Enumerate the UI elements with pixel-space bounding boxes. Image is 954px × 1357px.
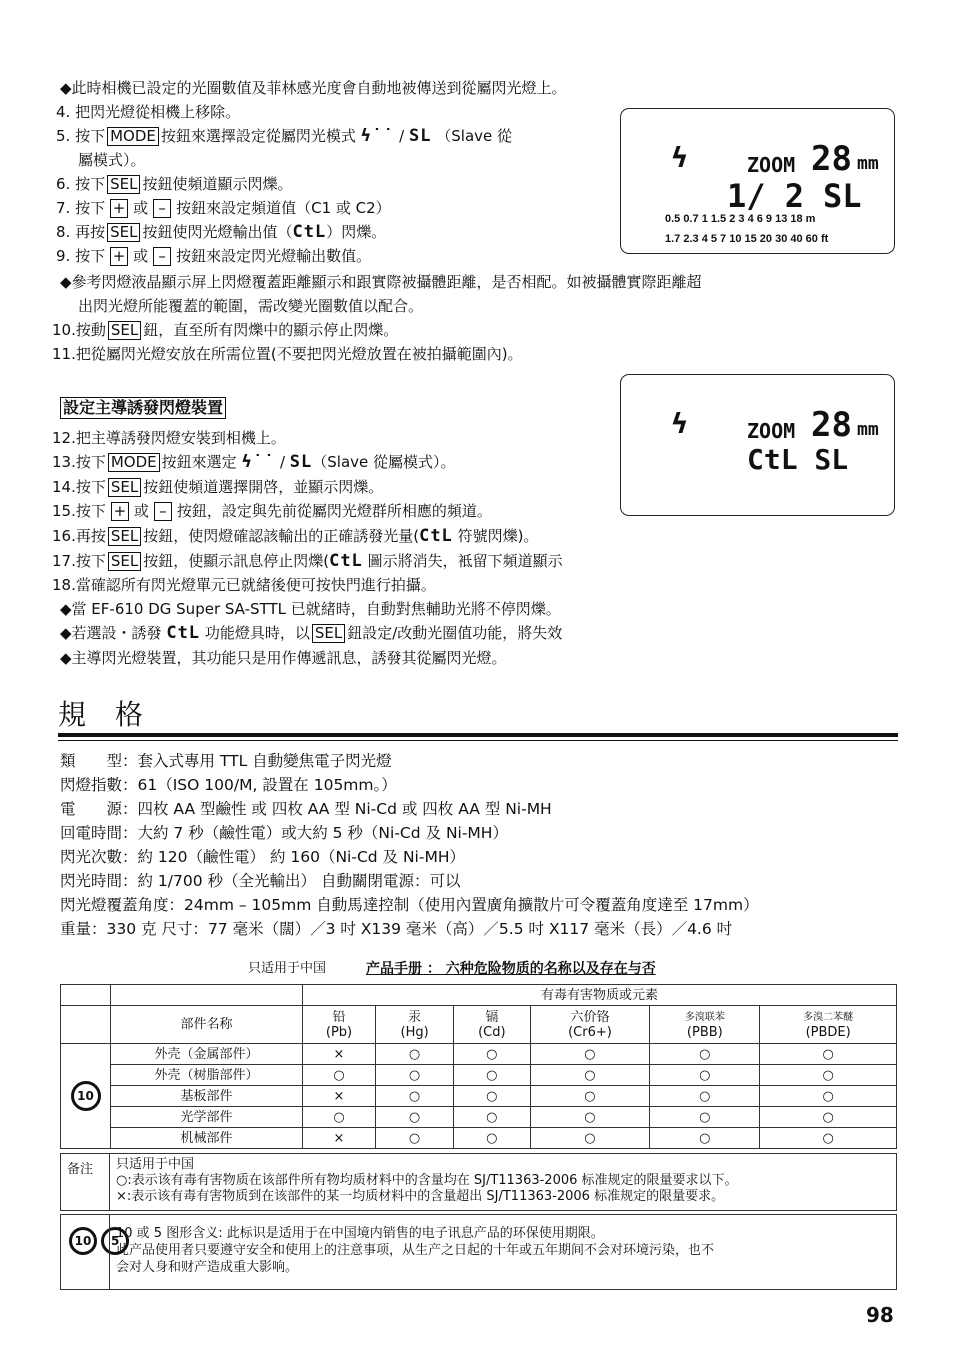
step-14: 14.按下 SEL 按鈕使頻道選擇開啓，並顯示閃爍。 [52, 478, 384, 496]
lcd-display-slave [620, 108, 895, 254]
part-name: 机械部件 [111, 1128, 303, 1149]
lcd-display-master [620, 374, 895, 516]
remarks-box [60, 1153, 897, 1211]
table-cell: × [303, 1086, 376, 1107]
flash-icon: ϟ [671, 407, 688, 440]
table-cell: ○ [376, 1086, 454, 1107]
specs-heading: 規 格 [58, 698, 153, 731]
note-coverage-2: 出閃光燈所能覆蓋的範圍，需改變光圈數值以配合。 [78, 297, 424, 315]
step-18: 18.當確認所有閃光燈單元已就緒後便可按快門進行拍攝。 [52, 576, 436, 594]
table-caption: 产品手册 ： 六种危险物质的名称以及存在与否 [366, 961, 656, 977]
table-cell: ○ [760, 1044, 897, 1065]
env-line: 会对人身和财产造成重大影响。 [116, 1260, 299, 1275]
minus-key: – [153, 199, 171, 218]
heading-rule-thin [58, 740, 898, 741]
mode-key: MODE [108, 453, 160, 472]
col-name: 六价铬 [570, 1009, 610, 1025]
spec-coverage: 閃光燈覆蓋角度：24mm – 105mm 自動馬達控制（使用內置廣角擴散片可令覆蓋角度達至 17mm） [60, 896, 759, 914]
power-ratio: 1/ 2 [727, 177, 805, 215]
step-13: 13.按下 MODE 按鈕來選定 ϟ˙˙ / SL（Slave 從屬模式）。 [52, 452, 456, 472]
step-6: 6. 按下 SEL 按鈕使頻道顯示閃爍。 [56, 175, 293, 193]
env-box [60, 1214, 897, 1290]
sel-key: SEL [107, 175, 140, 194]
ctl-symbol: CtL [329, 551, 363, 571]
step-17: 17.按下 SEL 按鈕，使顯示訊息停止閃爍(CtL 圖示將消失，袛留下頻道顯示 [52, 551, 563, 571]
plus-key: + [110, 199, 128, 218]
sel-key: SEL [108, 527, 141, 546]
group-header: 有毒有害物质或元素 [303, 985, 897, 1006]
table-cell: ○ [454, 1065, 530, 1086]
table-cell: ○ [530, 1086, 650, 1107]
part-name: 光学部件 [111, 1107, 303, 1128]
flash-icon: ϟ [671, 141, 688, 174]
distance-scale-ft: 1.7 2.3 4 5 7 10 15 20 30 40 60 ft [665, 233, 829, 245]
table-cell: ○ [530, 1044, 650, 1065]
sel-key: SEL [108, 552, 141, 571]
col-symbol: (Pb) [325, 1024, 353, 1040]
ctl-symbol: CtL [292, 222, 327, 242]
ctl-symbol: CtL [166, 623, 201, 643]
step-5: 5. 按下 MODE 按鈕來選擇設定從屬閃光模式 ϟ˙˙ / SL （Slave 從 [56, 126, 513, 146]
step-4: 4. 把閃光燈從相機上移除。 [56, 103, 241, 121]
col-symbol: (Cr6+) [568, 1024, 612, 1040]
note-aperture-transfer: ◆此時相機已設定的光圈數值及菲林感光度會自動地被傳送到從屬閃光燈上。 [60, 79, 567, 97]
col-symbol: (PBDE) [805, 1024, 851, 1040]
table-cell: × [303, 1044, 376, 1065]
zoom-unit: mm [857, 419, 879, 440]
slave-flash-icon: ϟ˙˙ [360, 126, 395, 146]
col-name: 多溴联苯 [684, 1011, 725, 1023]
table-cell: ○ [454, 1086, 530, 1107]
sl-symbol: SL [289, 452, 313, 472]
table-cell: ○ [650, 1044, 760, 1065]
sl-symbol: SL [409, 126, 432, 146]
col-pbde [760, 1006, 897, 1044]
zoom-value: 28 [811, 405, 852, 445]
table-cell: ○ [650, 1065, 760, 1086]
epup-5-icon: 5 [101, 1227, 129, 1255]
table-cell: ○ [454, 1044, 530, 1065]
part-name: 外壳（金属部件） [111, 1044, 303, 1065]
spec-flashes: 閃光次數：約 120（鹼性電） 約 160（Ni-Cd 及 Ni-MH） [60, 848, 465, 866]
col-symbol: (Hg) [400, 1024, 429, 1040]
remarks-line: ×:表示该有毒有害物质到在该部件的某一均质材料中的含量超出 SJ/T11363-2006 标准规定的限量要求。 [116, 1189, 725, 1204]
table-note: 只适用于中国 [248, 961, 327, 976]
sel-key: SEL [312, 624, 345, 643]
table-cell: ○ [650, 1107, 760, 1128]
table-cell: ○ [454, 1107, 530, 1128]
remarks-text [116, 1157, 738, 1205]
spec-weight-size: 重量：330 克 尺寸：77 毫米（闊）／3 吋 X139 毫米（高）／5.5 吋 X117 毫米（長）／4.6 吋 [60, 920, 733, 938]
sel-key: SEL [107, 223, 140, 242]
table-cell: ○ [303, 1065, 376, 1086]
part-name: 外壳（树脂部件） [111, 1065, 303, 1086]
master-mode: CtL SL [747, 443, 849, 476]
zoom-value: 28 [811, 139, 852, 179]
table-cell: ○ [454, 1128, 530, 1149]
ctl-symbol: CtL [419, 526, 453, 546]
note-coverage-1: ◆參考閃燈液晶顯示屏上閃燈覆蓋距離顯示和跟實際被攝體距離，是否相配。如被攝體實際距離超 [60, 273, 702, 291]
table-corner [61, 985, 111, 1006]
table-cell: ○ [760, 1107, 897, 1128]
table-cell: ○ [650, 1086, 760, 1107]
mode-key: MODE [107, 127, 159, 146]
col-symbol: (PBB) [686, 1024, 723, 1040]
step-8: 8. 再按 SEL 按鈕使閃光燈輸出值（CtL）閃爍。 [56, 222, 387, 242]
env-divider [109, 1215, 110, 1289]
note-af-assist: ◆當 EF-610 DG Super SA-STTL 已就緒時，自動對焦輔助光將不停閃爍。 [60, 600, 561, 618]
spec-recycle: 回電時間：大約 7 秒（鹼性電）或大約 5 秒（Ni-Cd 及 Ni-MH） [60, 824, 508, 842]
step-9: 9. 按下 + 或 – 按鈕來設定閃光燈輸出數值。 [56, 247, 372, 265]
table-cell: ○ [303, 1107, 376, 1128]
part-header: 部件名称 [111, 1006, 303, 1044]
table-cell: ○ [376, 1128, 454, 1149]
step-10: 10.按動 SEL 鈕，直至所有閃爍中的顯示停止閃爍。 [52, 321, 399, 339]
table-cell: ○ [530, 1128, 650, 1149]
heading-rule-thick [58, 733, 898, 737]
col-name: 镉 [485, 1009, 499, 1025]
hazard-table [60, 984, 897, 1149]
table-cell: ○ [760, 1086, 897, 1107]
col-cr6 [530, 1006, 650, 1044]
step-11: 11.把從屬閃光燈安放在所需位置(不要把閃光燈放置在被拍攝範圍內)。 [52, 345, 523, 363]
table-cell: ○ [376, 1044, 454, 1065]
table-cell: ○ [530, 1107, 650, 1128]
section-title-master: 設定主導誘發閃燈裝置 [60, 397, 226, 419]
table-cell: ○ [376, 1107, 454, 1128]
col-pbb [650, 1006, 760, 1044]
env-line: 此产品使用者只要遵守安全和使用上的注意事项，从生产之日起的十年或五年期间不会对环境污染，也不 [116, 1243, 715, 1258]
zoom-label: ZOOM [747, 153, 796, 177]
remarks-divider [109, 1154, 110, 1210]
env-line: 10 或 5 图形含义: 此标识是适用于在中国境内销售的电子讯息产品的环保使用期限。 [116, 1226, 604, 1241]
epup-10-icon: 10 [71, 1081, 101, 1111]
sel-key: SEL [108, 478, 141, 497]
table-cell: ○ [650, 1128, 760, 1149]
spec-type: 類 型：套入式專用 TTL 自動變焦電子閃光燈 [60, 752, 392, 770]
table-cell: ○ [530, 1065, 650, 1086]
spec-duration: 閃光時間：約 1/700 秒（全光輸出） 自動關閉電源：可以 [60, 872, 461, 890]
step-15: 15.按下 + 或 – 按鈕，設定與先前從屬閃光燈群所相應的頻道。 [52, 502, 492, 520]
note-master-role: ◆主導閃光燈裝置，其功能只是用作傳遞訊息，誘發其從屬閃光燈。 [60, 649, 507, 667]
spec-power: 電 源：四枚 AA 型鹼性 或 四枚 AA 型 Ni-Cd 或 四枚 AA 型 Ni-MH [60, 800, 552, 818]
plus-key: + [110, 247, 128, 266]
minus-key: – [153, 247, 171, 266]
env-text [116, 1225, 714, 1276]
distance-scale-m: 0.5 0.7 1 1.5 2 3 4 6 9 13 18 m [665, 213, 816, 225]
note-ctl-function: ◆若選設・誘發 CtL 功能燈具時，以 SEL 鈕設定/改動光圈值功能，將失效 [60, 623, 563, 643]
zoom-label: ZOOM [747, 419, 796, 443]
remarks-label: 备注 [67, 1162, 94, 1177]
zoom-unit: mm [857, 153, 879, 174]
table-cell: × [303, 1128, 376, 1149]
table-cell: ○ [760, 1065, 897, 1086]
epup-badge-cell [61, 1044, 111, 1149]
plus-key: + [111, 502, 129, 521]
remarks-line: 只适用于中国 [116, 1157, 195, 1172]
spec-guide-number: 閃燈指數：61（ISO 100/M, 設置在 105mm。） [60, 776, 397, 794]
sel-key: SEL [108, 321, 141, 340]
col-name: 汞 [408, 1009, 422, 1025]
col-hg [376, 1006, 454, 1044]
table-blank [111, 985, 303, 1006]
col-name: 多溴二苯醚 [803, 1011, 854, 1023]
epup-10-icon: 10 [69, 1227, 97, 1255]
slave-flash-icon: ϟ˙˙ [241, 452, 276, 472]
page-number: 98 [866, 1303, 894, 1327]
col-symbol: (Cd) [478, 1024, 506, 1040]
col-cd [454, 1006, 530, 1044]
remarks-line: ○:表示该有毒有害物质在该部件所有物均质材料中的含量均在 SJ/T11363-2006 标准规定的限量要求以下。 [116, 1173, 738, 1188]
part-name: 基板部件 [111, 1086, 303, 1107]
step-12: 12.把主導誘發閃燈安裝到相機上。 [52, 429, 286, 447]
step-16: 16.再按 SEL 按鈕，使閃燈確認該輸出的正確誘發光量(CtL 符號閃爍)。 [52, 526, 539, 546]
step-5-cont: 屬模式）。 [78, 151, 146, 169]
table-blank [61, 1006, 111, 1044]
table-cell: ○ [760, 1128, 897, 1149]
col-name: 铅 [332, 1009, 346, 1025]
col-pb [303, 1006, 376, 1044]
minus-key: – [154, 502, 172, 521]
step-7: 7. 按下 + 或 – 按鈕來設定頻道值（C1 或 C2） [56, 199, 391, 217]
table-cell: ○ [376, 1065, 454, 1086]
slave-mode: SL [823, 177, 862, 215]
